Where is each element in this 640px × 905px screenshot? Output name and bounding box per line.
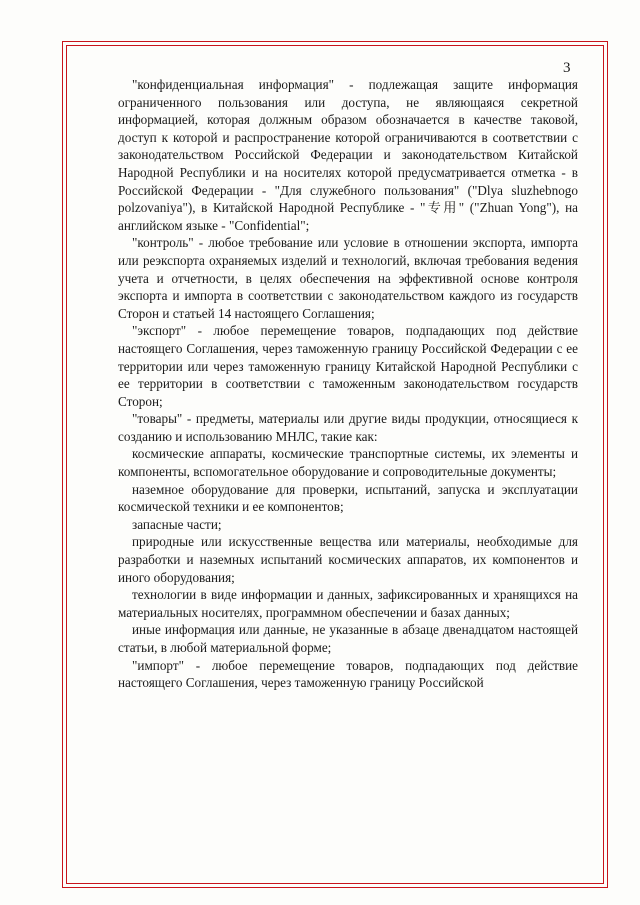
paragraph-control: "контроль" - любое требование или условие в отношении экспорта, импорта или реэкспорта охраняемых изделий и технологий, включая требования ведения учета и отчетности, в целях обеспечения на эффективной основе контроля экспорта и импорта в соответствии с законодательством каждого из государств Сторон и статьей 14 настоящего Соглашения; xyxy=(118,235,578,321)
page-number: 3 xyxy=(563,60,571,76)
paragraph-import: "импорт" - любое перемещение товаров, подпадающих под действие настоящего Соглашения, через таможенную границу Российской xyxy=(118,657,578,691)
document-body xyxy=(118,76,578,692)
paragraph-goods: "товары" - предметы, материалы или другие виды продукции, относящиеся к созданию и использованию МНЛС, такие как: xyxy=(118,411,578,444)
paragraph-spacecraft: космические аппараты, космические транспортные системы, их элементы и компоненты, вспомогательное оборудование и сопроводительные документы; xyxy=(118,446,578,480)
paragraph-other-information: иные информация или данные, не указанные в абзаце двенадцатом настоящей статьи, в любой материальной форме; xyxy=(118,622,578,655)
paragraph-technologies: технологии в виде информации и данных, зафиксированных и хранящихся на материальных носителях, программном обеспечении и базах данных; xyxy=(118,587,578,620)
paragraph-ground-equipment: наземное оборудование для проверки, испытаний, запуска и эксплуатации космической техники и ее компонентов; xyxy=(118,481,578,515)
paragraph-confidential-info: "конфиденциальная информация" - подлежащая защите информация ограниченного пользования или доступа, не являющаяся секретной информацией, которая должным образом обозначается в качестве таковой, доступ к которой и распространение которой ограничиваются в соответствии с законодательством Российской Федерации и законодательством Китайской Народной Республики и на носителях которой предусматривается отметка - в Российской Федерации - "Для служебного пользования" ("Dlya sluzhebnogo polzovaniya"), в Китайской Народной Республике - "专用" ("Zhuan Yong"), на английском языке - "Confidential"; xyxy=(118,77,578,233)
paragraph-spare-parts: запасные части; xyxy=(132,516,222,532)
paragraph-materials: природные или искусственные вещества или материалы, необходимые для разработки и наземных испытаний космических аппаратов, их компонентов и иного оборудования; xyxy=(118,534,578,585)
paragraph-export: "экспорт" - любое перемещение товаров, подпадающих под действие настоящего Соглашения, через таможенную границу Российской Федерации с ее территории или через таможенную границу Китайской Народной Республики с ее территории в соответствии с таможенным законодательством государств Сторон; xyxy=(118,323,578,409)
